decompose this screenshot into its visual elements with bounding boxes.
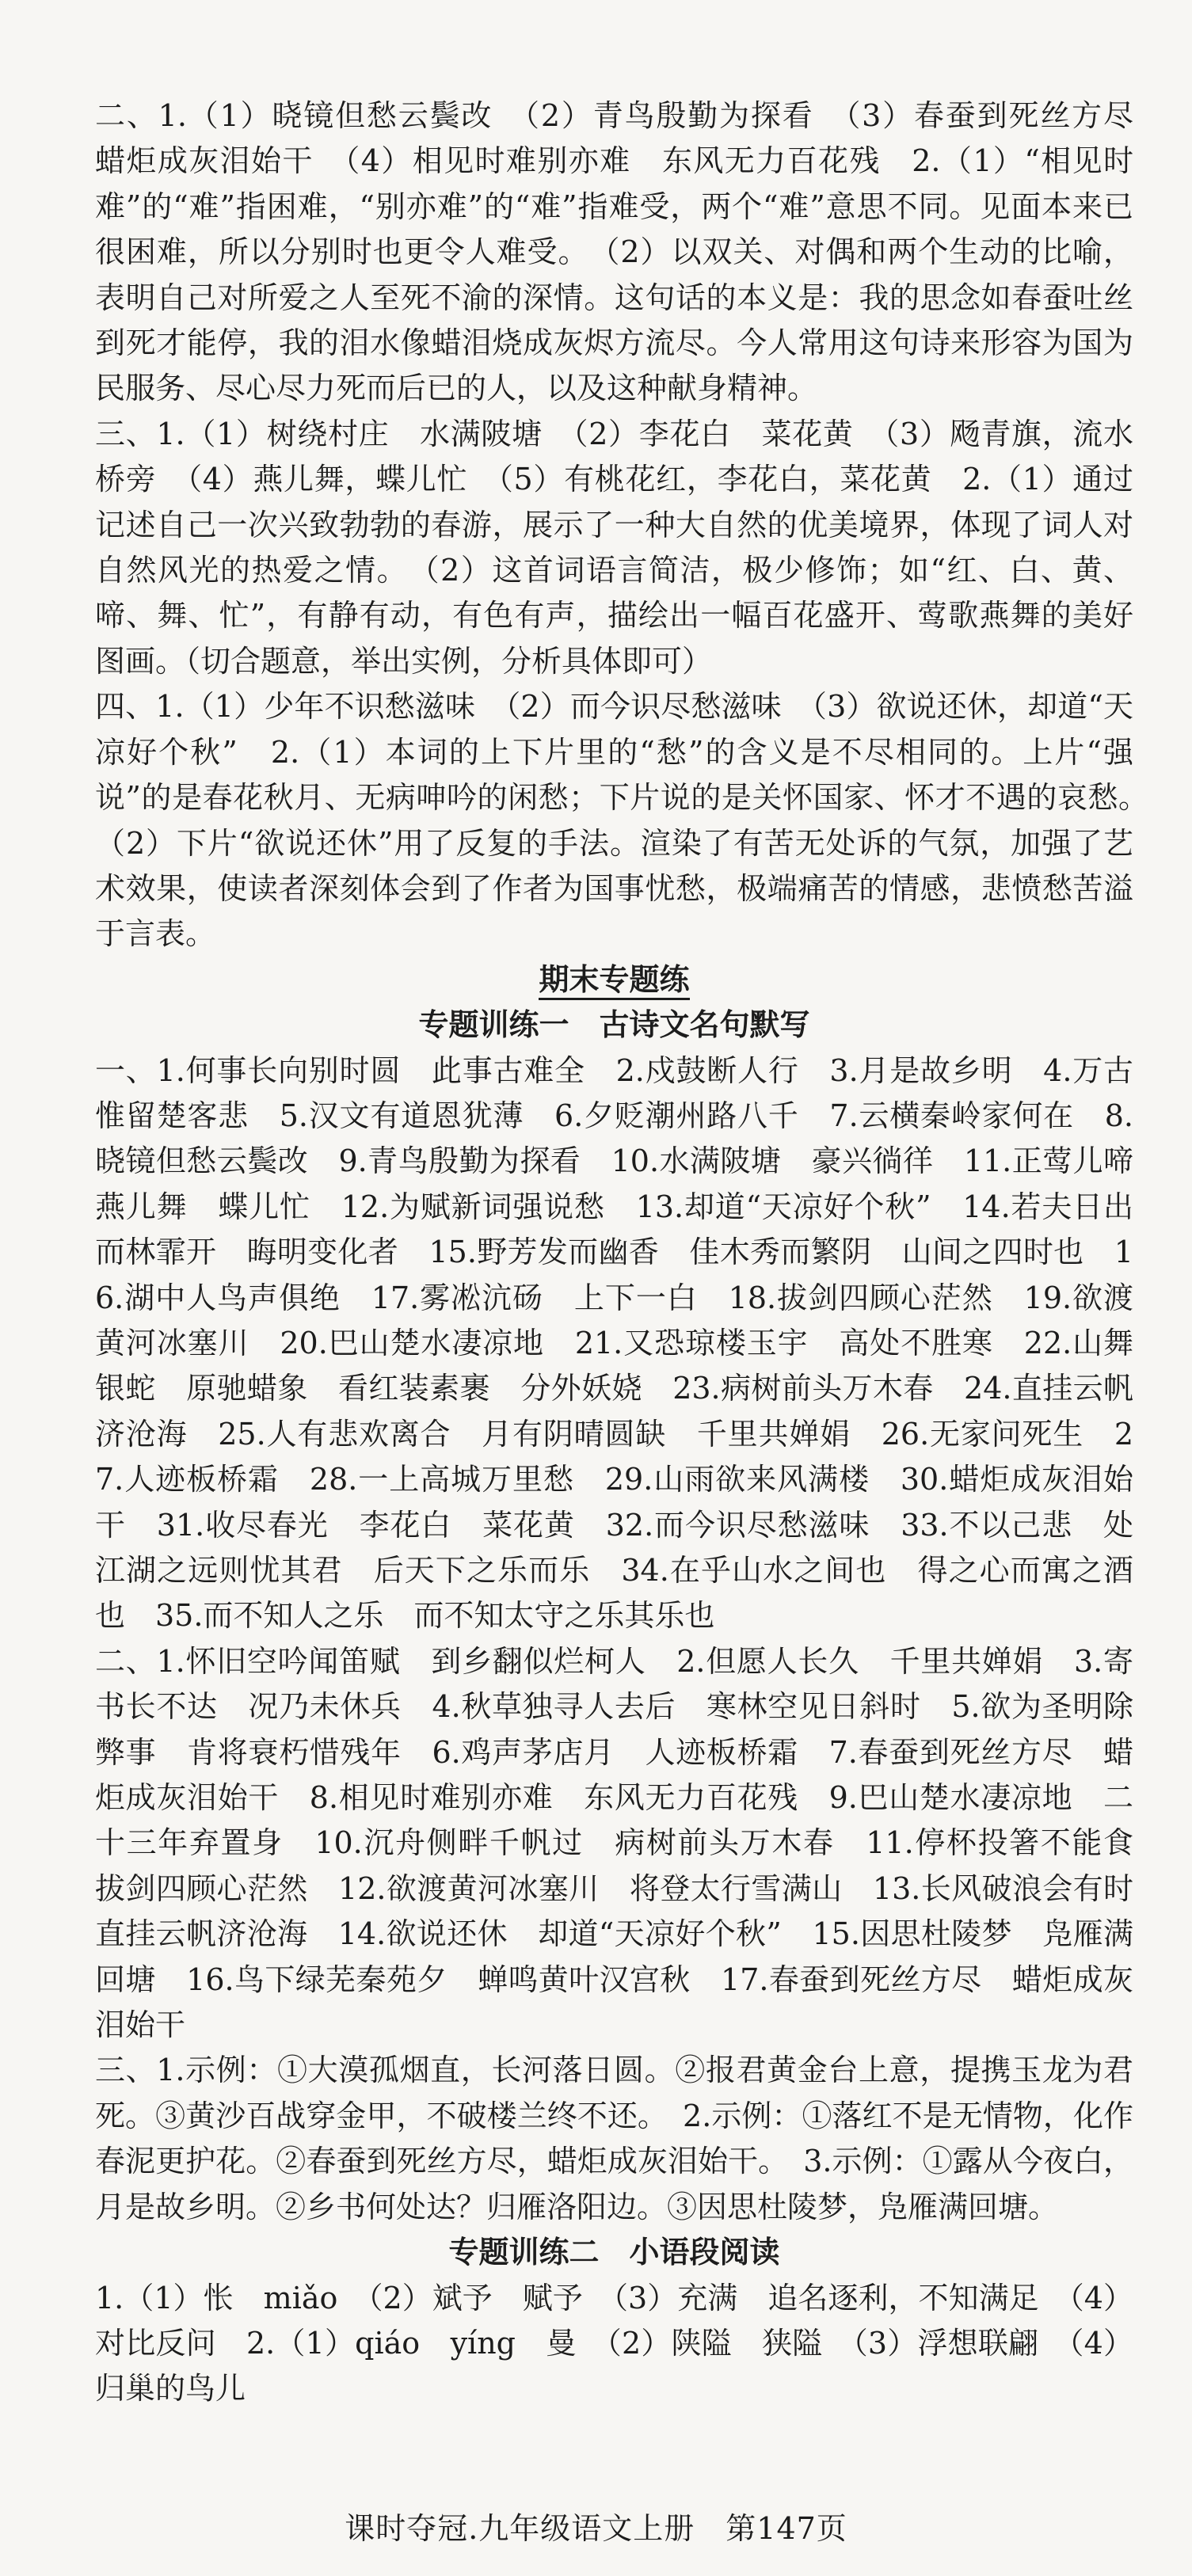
page-footer: 课时夺冠.九年级语文上册 第147页 — [345, 2511, 847, 2546]
training2-answers: 1.（1）怅 miǎo （2）斌予 赋予 （3）充满 追名逐利，不知满足 （4）对比反问 2.（1）qiáo yíng 曼 （2）陕隘 狭隘 （3）浮想联翩 （4）归巢的鸟儿 — [95, 2280, 1133, 2407]
answer-block-4: 四、1.（1）少年不识愁滋味 （2）而今识尽愁滋味 （3）欲说还休，却道“天凉好个秋” 2.（1）本词的上下片里的“愁”的含义是不尽相同的。上片“强说”的是春花秋月、无病呻吟的闲愁；下片说的是关怀国家、怀才不遇的哀愁。 （2）下片“欲说还休”用了反复的手法。渲染了有苦无处诉的气氛，加强了艺术效果，使读者深刻体会到了作者为国事忧愁，极端痛苦的情感，悲愤愁苦溢于言表。 — [95, 689, 1164, 952]
answer-block-3: 三、1.（1）树绕村庄 水满陂塘 （2）李花白 菜花黄 （3）飏青旗，流水桥旁 （4）燕儿舞，蝶儿忙 （5）有桃花红，李花白，菜花黄 2.（1）通过记述自己一次兴致勃勃的春游，展示了一种大自然的优美境界，体现了词人对自然风光的热爱之情。 （2）这首词语言简洁，极少修饰；如“红、白、黄、啼、舞、忙”，有静有动，有色有声，描绘出一幅百花盛开、莺歌燕舞的美好图画。（切合题意，举出实例，分析具体即可） — [95, 416, 1133, 679]
training1-part2: 二、1.怀旧空吟闻笛赋 到乡翻似烂柯人 2.但愿人长久 千里共婵娟 3.寄书长不达 况乃未休兵 4.秋草独寻人去后 寒林空见日斜时 5.欲为圣明除弊事 肯将衰朽惜残年 6.鸡声茅店月 人迹板桥霜 7.春蚕到死丝方尽 蜡炬成灰泪始干 8.相见时难别亦难 东风无力百花残 9.巴山楚水凄凉地 二十三年弃置身 10.沉舟侧畔千帆过 病树前头万木春 11.停杯投箸不能食 拔剑四顾心茫然 12.欲渡黄河冰塞川 将登太行雪满山 13.长风破浪会有时 直挂云帆济沧海 14.欲说还休 却道“天凉好个秋” 15.因思杜陵梦 凫雁满回塘 16.鸟下绿芜秦苑夕 蝉鸣黄叶汉宫秋 17.春蚕到死丝方尽 蜡炬成灰泪始干 — [95, 1643, 1164, 2043]
section-title-text: 期末专题练 — [539, 961, 689, 1000]
training1-part3: 三、1.示例：①大漠孤烟直，长河落日圆。②报君黄金台上意，提携玉龙为君死。③黄沙百战穿金甲，不破楼兰终不还。 2.示例：①落红不是无情物，化作春泥更护花。②春蚕到死丝方尽，蜡炬成灰泪始干。 3.示例：①露从今夜白，月是故乡明。②乡书何处达？归雁洛阳边。③因思杜陵梦，凫雁满回塘。 — [95, 2053, 1133, 2224]
training1-part1: 一、1.何事长向别时圆 此事古难全 2.戍鼓断人行 3.月是故乡明 4.万古惟留楚客悲 5.汉文有道恩犹薄 6.夕贬潮州路八千 7.云横秦岭家何在 8.晓镜但愁云鬓改 9.青鸟殷勤为探看 10.水满陂塘 豪兴徜徉 11.正莺儿啼 燕儿舞 蝶儿忙 12.为赋新词强说愁 13.却道“天凉好个秋” 14.若夫日出而林霏开 晦明变化者 15.野芳发而幽香 佳木秀而繁阴 山间之四时也 16.湖中人鸟声俱绝 17.雾凇沆砀 上下一白 18.拔剑四顾心茫然 19.欲渡黄河冰塞川 20.巴山楚水凄凉地 21.又恐琼楼玉宇 高处不胜寒 22.山舞银蛇 原驰蜡象 看红装素裹 分外妖娆 23.病树前头万木春 24.直挂云帆济沧海 25.人有悲欢离合 月有阴晴圆缺 千里共婵娟 26.无家问死生 27.人迹板桥霜 28.一上高城万里愁 29.山雨欲来风满楼 30.蜡炬成灰泪始干 31.收尽春光 李花白 菜花黄 32.而今识尽愁滋味 33.不以己悲 处江湖之远则忧其君 后天下之乐而乐 34.在乎山水之间也 得之心而寓之酒也 35.而不知人之乐 而不知太守之乐其乐也 — [95, 1052, 1164, 1634]
subtitle-training-2: 专题训练二 小语段阅读 — [448, 2235, 780, 2270]
section-title — [95, 957, 1133, 1003]
subtitle-training-1: 专题训练一 古诗文名句默写 — [418, 1007, 810, 1043]
answer-block-2: 二、1.（1）晓镜但愁云鬓改 （2）青鸟殷勤为探看 （3）春蚕到死丝方尽 蜡炬成灰泪始干 （4）相见时难别亦难 东风无力百花残 2.（1）“相见时难”的“难”指困难，“别亦难”的“难”指难受，两个“难”意思不同。见面本来已很困难，所以分别时也更令人难受。 （2）以双关、对偶和两个生动的比喻，表明自己对所爱之人至死不渝的深情。这句话的本义是：我的思念如春蚕吐丝到死才能停，我的泪水像蜡泪烧成灰烬方流尽。今人常用这句诗来形容为国为民服务、尽心尽力死而后已的人，以及这种献身精神。 — [95, 98, 1164, 406]
